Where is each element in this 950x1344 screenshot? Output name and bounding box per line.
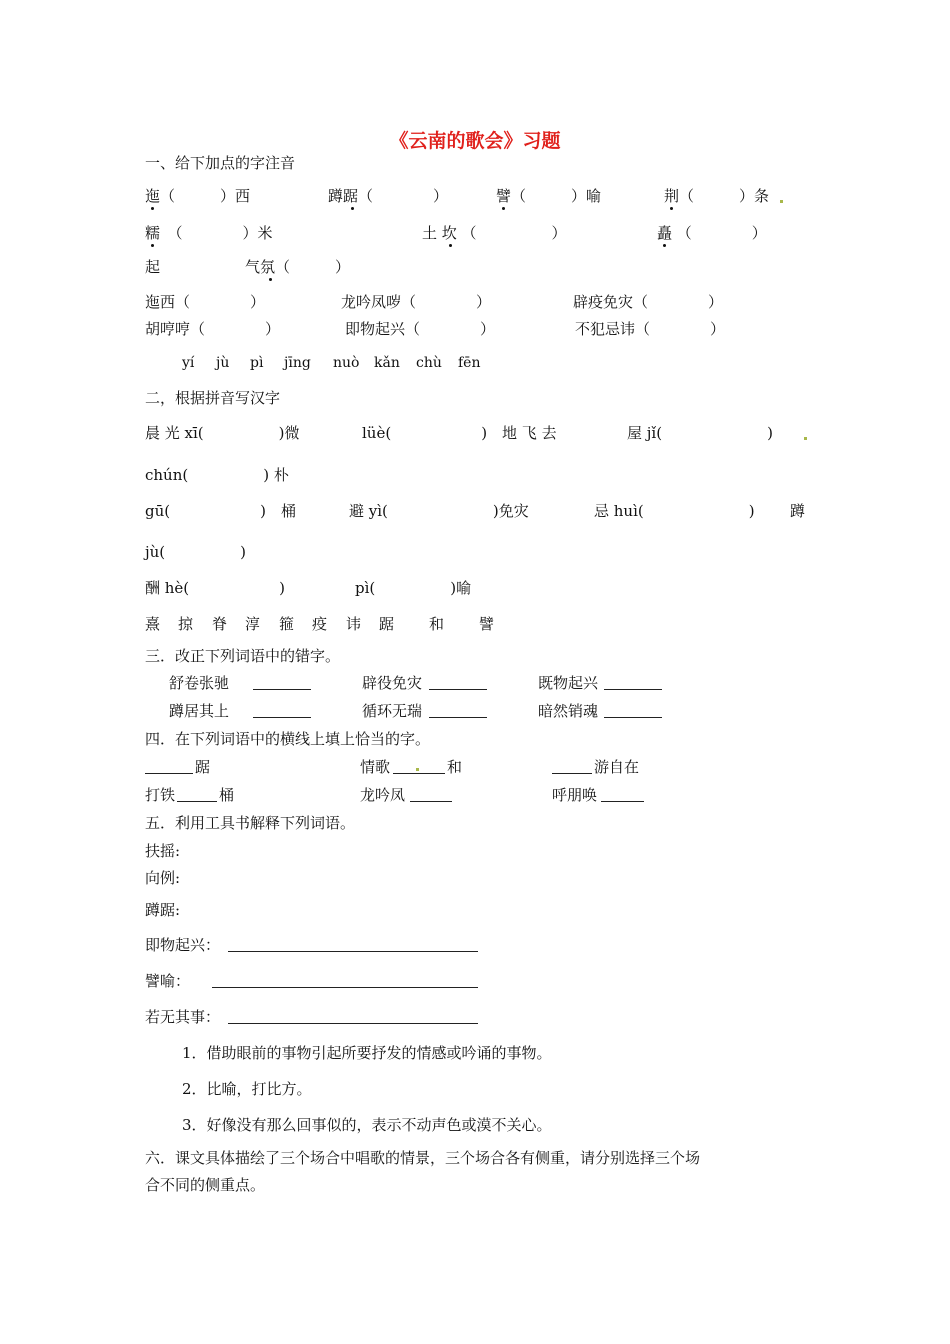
answer-blank[interactable] — [253, 689, 311, 690]
pinyin: chù — [416, 355, 442, 371]
s4-item: 和 — [447, 758, 463, 776]
s3-item: 蹲居其上 — [169, 702, 230, 720]
section1-heading: 一、给下加点的字注音 — [145, 154, 296, 172]
emphasis-dot — [663, 244, 666, 247]
section6-line: 六．课文具体描绘了三个场合中唱歌的情景，三个场合各有侧重，请分别选择三个场 — [145, 1149, 701, 1167]
s5-term: 蹲踞: — [145, 901, 181, 919]
s3-item: 循环无瑞 — [362, 702, 423, 720]
answer-char: 掠 — [178, 615, 194, 633]
s4-item: 桶 — [219, 786, 235, 804]
section3-heading: 三．改正下列词语中的错字。 — [145, 647, 341, 665]
definition-blank[interactable] — [228, 951, 478, 952]
s2-r3-item: 避 yì( )免灾 — [349, 502, 529, 520]
answer-blank[interactable] — [604, 689, 662, 690]
answer-char: 箍 — [279, 615, 295, 633]
s2-r5-item: 酬 hè( ) — [145, 579, 286, 597]
s5-term: 譬喻： — [145, 972, 191, 990]
s1-r4-item: 迤西（ ） — [145, 293, 266, 311]
s2-r3-item: 忌 huì( ) — [594, 502, 755, 520]
s2-r5-item: pì( )喻 — [355, 579, 472, 597]
s4-item: 呼朋唤 — [552, 786, 598, 804]
s2-r4-item: jù( ) — [145, 543, 247, 561]
fill-blank[interactable] — [410, 801, 452, 802]
s5-definition: 1．借助眼前的事物引起所要抒发的情感或吟诵的事物。 — [182, 1044, 552, 1062]
s5-definition: 2．比喻，打比方。 — [182, 1080, 312, 1098]
s4-item: 打铁 — [145, 786, 176, 804]
s2-r1-item: 屋 jǐ( ) — [627, 424, 773, 442]
s3-item: 辟役免灾 — [362, 674, 423, 692]
page-title: 《云南的歌会》习题 — [389, 130, 561, 152]
s1-r3-item: 起 — [145, 258, 161, 276]
stray-mark — [804, 437, 807, 440]
pinyin: nuò — [333, 355, 360, 371]
s2-r3-item: 蹲 — [790, 502, 806, 520]
section2-heading: 二，根据拼音写汉字 — [145, 389, 281, 407]
emphasis-dot — [151, 244, 154, 247]
definition-blank[interactable] — [212, 987, 478, 988]
answer-char: 譬 — [479, 615, 495, 633]
emphasis-dot — [670, 207, 673, 210]
s3-item: 舒卷张驰 — [169, 674, 230, 692]
s1-r3-item: 气氛（ ） — [245, 258, 351, 276]
answer-char: 脊 — [212, 615, 228, 633]
fill-blank[interactable] — [177, 801, 217, 802]
answer-blank[interactable] — [429, 717, 487, 718]
s4-item: 游自在 — [594, 758, 640, 776]
s1-r1-item: 荆（ ）条 — [664, 187, 770, 205]
section5-heading: 五．利用工具书解释下列词语。 — [145, 814, 356, 832]
emphasis-dot — [151, 207, 154, 210]
pinyin: yí — [182, 355, 195, 371]
s1-r5-item: 不犯忌讳（ ） — [575, 320, 726, 338]
pinyin: pì — [250, 355, 264, 371]
answer-blank[interactable] — [429, 689, 487, 690]
s1-r4-item: 龙吟凤哕（ ） — [341, 293, 492, 311]
s1-r2-item: 土 坎 （ ） — [422, 224, 567, 242]
answer-char: 讳 — [346, 615, 362, 633]
s2-r1-item: 晨 光 xī( )微 — [145, 424, 300, 442]
answer-blank[interactable] — [604, 717, 662, 718]
pinyin: fēn — [458, 355, 481, 371]
s1-r4-item: 辟疫免灾（ ） — [573, 293, 724, 311]
s2-r1-item: lüè( ) 地 飞 去 — [362, 424, 557, 442]
definition-blank[interactable] — [228, 1023, 478, 1024]
s1-r5-item: 胡哼哼（ ） — [145, 320, 281, 338]
s1-r1-item: 蹲踞（ ） — [328, 187, 449, 205]
answer-blank[interactable] — [253, 717, 311, 718]
s5-term: 若无其事： — [145, 1008, 221, 1026]
emphasis-dot — [351, 207, 354, 210]
pinyin: kǎn — [374, 355, 400, 371]
s4-item: 龙吟凤 — [360, 786, 406, 804]
emphasis-dot — [502, 207, 505, 210]
s5-definition: 3．好像没有那么回事似的，表示不动声色或漠不关心。 — [182, 1116, 552, 1134]
stray-mark — [780, 200, 783, 203]
s5-term: 扶摇: — [145, 842, 181, 860]
answer-char: 疫 — [312, 615, 328, 633]
s3-item: 既物起兴 — [538, 674, 599, 692]
fill-blank[interactable] — [393, 773, 445, 774]
s3-item: 暗然销魂 — [538, 702, 599, 720]
emphasis-dot — [269, 278, 272, 281]
fill-blank[interactable] — [601, 801, 644, 802]
answer-char: 和 — [429, 615, 445, 633]
fill-blank[interactable] — [552, 773, 592, 774]
stray-mark — [416, 768, 419, 771]
s2-r3-item: gū( ) 桶 — [145, 502, 296, 520]
fill-blank[interactable] — [145, 773, 193, 774]
s1-r5-item: 即物起兴（ ） — [345, 320, 496, 338]
s1-r2-item: 糯 （ ）米 — [145, 224, 273, 242]
s5-term: 即物起兴： — [145, 936, 221, 954]
answer-char: 踞 — [379, 615, 395, 633]
s4-item: 踞 — [195, 758, 211, 776]
section4-heading: 四．在下列词语中的横线上填上恰当的字。 — [145, 730, 431, 748]
answer-char: 熹 — [145, 615, 161, 633]
s4-item: 情歌 — [360, 758, 391, 776]
answer-char: 淳 — [245, 615, 261, 633]
pinyin: jīng — [284, 355, 311, 371]
s2-r2-item: chún( ) 朴 — [145, 466, 289, 484]
section6-line: 合不同的侧重点。 — [145, 1176, 266, 1194]
s5-term: 向例: — [145, 869, 181, 887]
s1-r2-item: 矗 （ ） — [657, 224, 767, 242]
emphasis-dot — [449, 244, 452, 247]
pinyin: jù — [216, 355, 230, 371]
s1-r1-item: 譬（ ）喻 — [496, 187, 602, 205]
s1-r1-item: 迤（ ）西 — [145, 187, 251, 205]
